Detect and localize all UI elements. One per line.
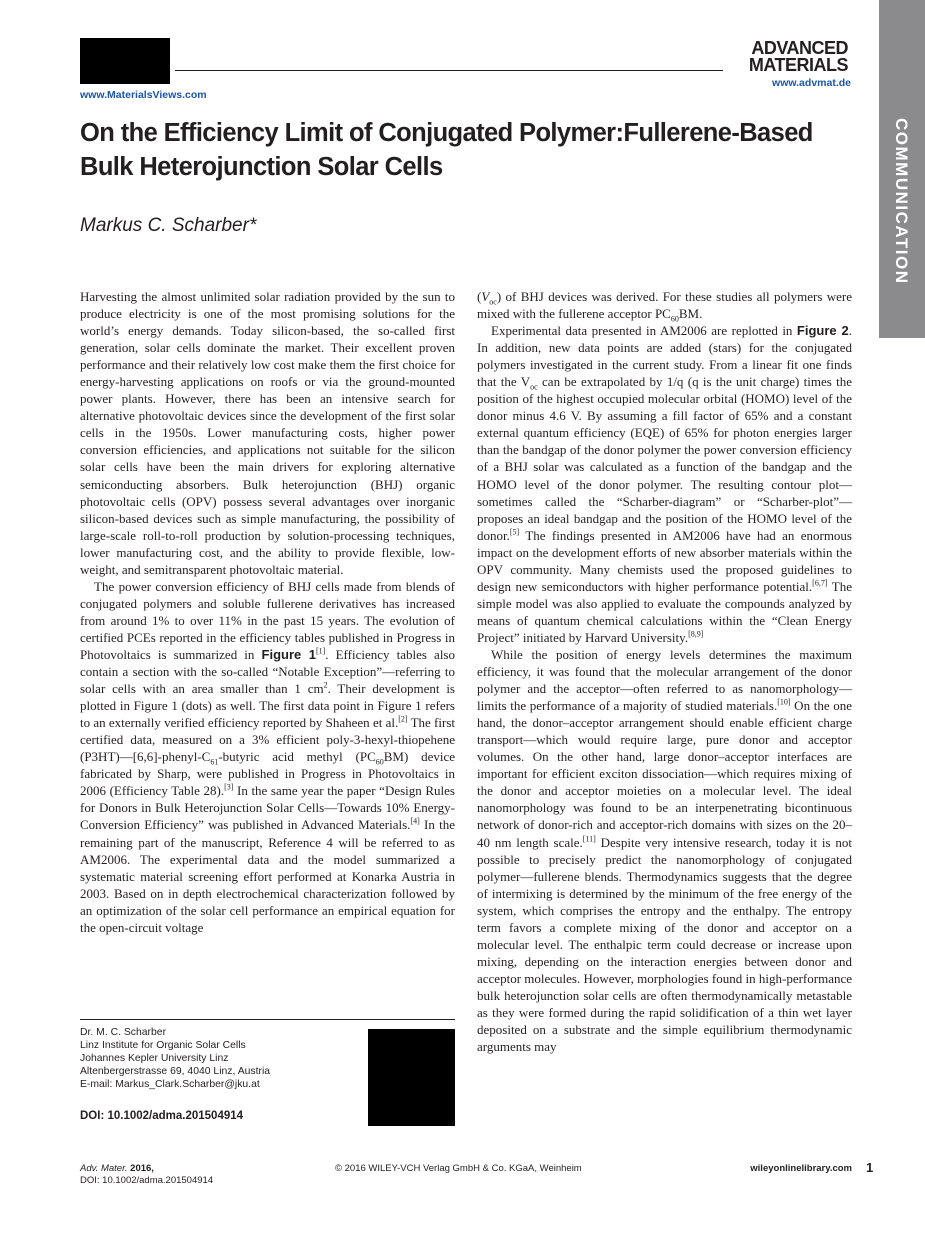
subscript-60: 60 (375, 757, 384, 767)
title-line-2: Bulk Heterojunction Solar Cells (80, 153, 443, 181)
affiliation-line-2: Linz Institute for Organic Solar Cells (80, 1040, 246, 1051)
text-run: Despite very intensive research, today it is not possible to precisely predict the nanomorphology of conjugated polymer—fullerene blends. Thermodynamics suggests that the degree of intermixing is determined by the minimum of the free energy of the system, which comprises the entropy and the enthalpy. The entropy term favors a complete mixing of the donor and acceptor on a molecular level. The enthalpic term could decrease or increase upon mixing, depending on the interaction energies between donor and acceptor molecules. However, morphologies found in high-performance bulk heterojunction solar cells are often thermodynamically metastable as they were formed during the rapid solidification of a thin wet layer deposited on a substrate and the simple equilibrium thermodynamic arguments may (477, 834, 852, 1055)
logo-line-2: MATERIALS (748, 55, 848, 75)
text-run: Experimental data presented in AM2006 are replotted in (491, 323, 797, 339)
text-run: The simple model was also applied to evaluate the compounds analyzed by means of quantum chemical calculations within the “Clean Energy Project” initiated by Harvard University. (477, 578, 852, 645)
text-run: The power conversion efficiency of BHJ cells made from blends of conjugated polymers and soluble fullerene derivatives has increased from around 1% to over 11% in the past 15 years. The evolution of certified PCEs reported in the efficiency tables published in Progress in Photovoltaics is summarized in (80, 578, 455, 662)
text-run: While the position of energy levels determines the maximum efficiency, it was found that the molecular arrangement of the donor polymer and the acceptor—often referred to as nanomorphology—limits the performance of a majority of studied materials. (477, 646, 852, 714)
paragraph-efficiency (80, 578, 455, 936)
citation-6-7[interactable]: [6,7] (812, 578, 828, 588)
article-title (80, 116, 870, 184)
paragraph-voc (477, 288, 852, 322)
figure-1-ref[interactable]: Figure 1 (261, 646, 316, 662)
subscript-61: 61 (210, 757, 219, 767)
footer-year: 2016, (127, 1163, 154, 1174)
text-run: . Their development is plotted in Figure 1 (dots) as well. The first data point in Figure 1 refers to an externally verified efficiency reported by Shaheen et al. (80, 681, 455, 731)
footer-journal-name: Adv. Mater. (80, 1163, 128, 1174)
text-run: The findings presented in AM2006 have had an enormous impact on the development efforts of new absorber materials within the OPV community. Many chemists used the proposed guidelines to design new semiconductors with higher performance potential. (477, 527, 852, 594)
paragraph-intro: Harvesting the almost unlimited solar radiation provided by the sun to produce electricity is one of the most promising solutions for the world’s energy demands. Today silicon-based, the so-called first generation, solar cells dominate the market. Their excellent proven performance and their relatively low cost make them the first choice for energy-harvesting applications on roofs or via the ground-mounted power plants. However, there has been an intensive search for alternative photovoltaic devices since the development of the first solar cells in the 1950s. Lower manufacturing costs, higher power conversion efficiencies, and applications not suitable for the silicon solar cells have been the main drivers for exploring alternative semiconducting absorbers. Bulk heterojunction (BHJ) organic photovoltaic cells (OPV) possess several advantages over inorganic silicon-based devices such as simple manufacturing, the possibility of large-scale roll-to-roll production by solution-processing techniques, lower manufacturing cost, and the ability to provide flexible, low-weight, and semitransparent photovoltaic material. (80, 289, 455, 577)
affiliation-block (80, 1026, 360, 1091)
citation-3[interactable]: [3] (224, 783, 234, 793)
paragraph-nanomorphology (477, 646, 852, 1055)
page-number: 1 (866, 1160, 874, 1175)
figure-2-ref[interactable]: Figure 2 (796, 323, 849, 339)
text-run: BM) device fabricated by Sharp, were published in Progress in Photovoltaics in 2006 (Efficiency Table 28). (80, 749, 456, 799)
paragraph-scharber-diagram (477, 322, 852, 646)
materialsviews-link[interactable]: www.MaterialsViews.com (80, 89, 207, 101)
affiliation-line-3: Johannes Kepler University Linz (80, 1053, 229, 1064)
footer-site-link[interactable]: wileyonlinelibrary.com (750, 1163, 852, 1174)
citation-8-9[interactable]: [8,9] (688, 629, 704, 639)
text-run: . Efficiency tables also contain a section with the so-called “Notable Exception”—referring to solar cells with an area smaller than 1 cm (80, 646, 455, 697)
advanced-materials-logo (700, 40, 848, 74)
article-doi[interactable]: DOI: 10.1002/adma.201504914 (80, 1110, 244, 1122)
citation-5[interactable]: [5] (509, 527, 520, 537)
author-name: Markus C. Scharber* (80, 215, 257, 236)
citation-1[interactable]: [1] (315, 646, 326, 656)
qr-code-block (368, 1029, 455, 1126)
citation-2[interactable]: [2] (398, 714, 408, 724)
affiliation-line-4: Altenbergerstrasse 69, 4040 Linz, Austria (80, 1066, 271, 1077)
subscript-oc: oc (530, 382, 538, 392)
header-black-block (80, 38, 170, 84)
body-column-right (477, 288, 852, 1055)
title-line-1: On the Efficiency Limit of Conjugated Polymer:Fullerene-Based (80, 119, 813, 147)
subscript-60: 60 (670, 314, 679, 324)
citation-11[interactable]: [11] (582, 834, 596, 844)
text-run: In the remaining part of the manuscript, Reference 4 will be referred to as AM2006. The experimental data and the model summarized a systematic material screening effort performed at Konarka Austria in 2003. Based on in depth electrochemical characterization followed by an optimization of the solar cell performance an empirical equation for the open-circuit voltage (80, 817, 455, 935)
side-tab-label: COMMUNICATION (892, 118, 911, 285)
header-rule (175, 70, 723, 71)
body-column-left (80, 288, 455, 936)
communication-side-tab (879, 0, 925, 338)
footer-doi: DOI: 10.1002/adma.201504914 (80, 1175, 214, 1186)
text-run: . In addition, new data points are added (stars) for the conjugated polymers investigated in the current study. From a linear fit one finds that the V (477, 323, 852, 390)
footer-copyright: © 2016 WILEY-VCH Verlag GmbH & Co. KGaA, Weinheim (335, 1163, 582, 1174)
text-run: BM. (678, 306, 703, 322)
text-run: In the same year the paper “Design Rules for Donors in Bulk Heterojunction Solar Cells—Towards 10% Energy-Conversion Efficiency” was published in Advanced Materials. (80, 783, 455, 833)
superscript-2[interactable]: 2 (323, 680, 328, 690)
advmat-link[interactable]: www.advmat.de (772, 77, 851, 89)
logo-line-1: ADVANCED (751, 38, 848, 58)
text-run: (V (477, 289, 490, 304)
affiliation-line-1: Dr. M. C. Scharber (80, 1027, 167, 1038)
text-run: On the one hand, the donor–acceptor arrangement should enable efficient charge transport—which would require large, pure donor and acceptor volumes. On the other hand, large donor–acceptor interfaces are important for efficient exciton dissociation—which requires mixing of the donor and acceptor moieties on a molecular level. The ideal nanomorphology was found to be an interpenetrating bicontinuous network of donor-rich and acceptor-rich domains with sizes on the 20–40 nm length scale. (477, 698, 853, 850)
citation-4[interactable]: [4] (410, 817, 420, 827)
text-run: The first certified data, measured on a 3% efficient poly-3-hexyl-thiopehene (P3HT)—[6,6]-phenyl-C (80, 715, 456, 765)
subscript-oc: oc (489, 297, 497, 307)
text-run: -butyric acid methyl (PC (218, 749, 376, 765)
text-run: can be extrapolated by 1/q (q is the unit charge) times the position of the highest occupied molecular orbital (HOMO) level of the donor minus 4.6 V. By assuming a fill factor of 65% and a constant external quantum efficiency (EQE) of 65% for photon energies larger than the bandgap of the donor polymer the power conversion efficiency of a BHJ solar was calculated as a function of the bandgap and the HOMO level of the donor polymer. The resulting contour plot—sometimes called the “Scharber-diagram” or “Scharber-plot”—proposes an ideal bandgap and the position of the HOMO level of the donor. (477, 374, 852, 543)
text-run: ) of BHJ devices was derived. For these studies all polymers were mixed with the fullerene acceptor PC (477, 289, 852, 322)
footer-journal (80, 1163, 213, 1187)
citation-10[interactable]: [10] (777, 697, 791, 707)
affiliation-email[interactable]: E-mail: Markus_Clark.Scharber@jku.at (80, 1079, 260, 1090)
affiliation-rule (80, 1019, 455, 1020)
